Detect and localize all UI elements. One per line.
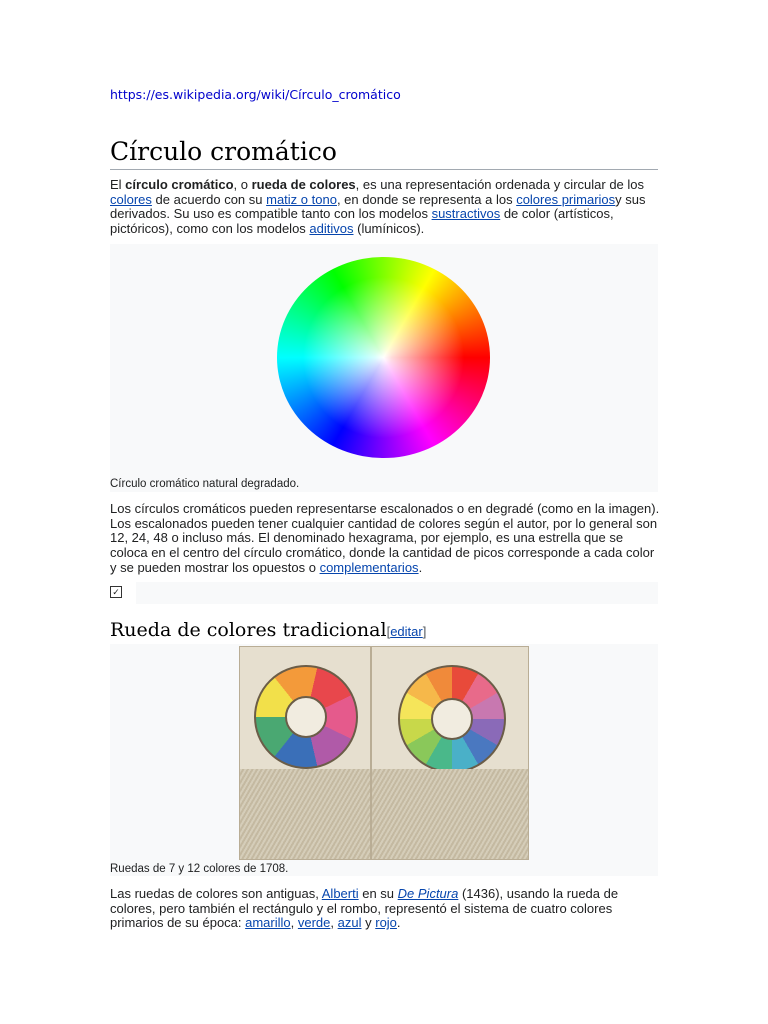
engraving-scene-image bbox=[240, 769, 370, 859]
link-rojo[interactable]: rojo bbox=[375, 915, 397, 931]
link-verde[interactable]: verde bbox=[297, 915, 331, 931]
link-de-pictura[interactable]: De Pictura bbox=[397, 886, 459, 901]
link-azul[interactable]: azul bbox=[337, 915, 362, 931]
gradient-color-wheel-image bbox=[277, 257, 490, 458]
wheel-center bbox=[285, 696, 327, 738]
link-colores[interactable]: colores bbox=[110, 191, 152, 207]
bold-term: rueda de colores bbox=[251, 177, 356, 192]
page-title: Círculo cromático bbox=[110, 136, 658, 170]
text: Las ruedas de colores son antiguas, bbox=[110, 886, 322, 901]
text: , es una representación ordenada y circular de los bbox=[355, 177, 645, 192]
text: . bbox=[418, 559, 423, 575]
text: de color (artísticos, pictóricos), como con los modelos bbox=[110, 206, 614, 237]
edit-section bbox=[387, 624, 427, 639]
paragraph-ruedas bbox=[110, 887, 660, 931]
text: (1436), usando la rueda de colores, pero también el rectángulo y el rombo, representó el sistema de cuatro colores primarios de su época: bbox=[110, 886, 619, 931]
engraving-plate-7-colors bbox=[239, 646, 371, 860]
link-aditivos[interactable]: aditivos bbox=[309, 221, 354, 237]
link-matiz[interactable]: matiz o tono bbox=[266, 191, 337, 207]
link-amarillo[interactable]: amarillo bbox=[245, 915, 291, 931]
bracket: ] bbox=[422, 624, 427, 639]
link-complementarios[interactable]: complementarios bbox=[319, 559, 419, 575]
text: . bbox=[396, 915, 401, 931]
section-heading bbox=[110, 617, 658, 646]
checkbox-icon[interactable]: ✓ bbox=[110, 586, 122, 598]
text: (lumínicos). bbox=[353, 221, 425, 237]
engraving-plate-12-colors bbox=[371, 646, 529, 860]
text: El bbox=[110, 177, 126, 192]
bracket: [ bbox=[386, 624, 391, 639]
engraving-scene-image bbox=[372, 769, 528, 859]
text: de acuerdo con su bbox=[151, 191, 267, 207]
edit-link[interactable]: editar bbox=[390, 624, 423, 639]
text: , o bbox=[233, 177, 252, 192]
figure-caption: Ruedas de 7 y 12 colores de 1708. bbox=[110, 863, 289, 875]
text: y sus derivados. Su uso es compatible tanto con los modelos bbox=[110, 191, 646, 222]
figure-caption: Círculo cromático natural degradado. bbox=[110, 478, 300, 490]
link-alberti[interactable]: Alberti bbox=[321, 886, 359, 901]
broken-media-placeholder bbox=[136, 582, 658, 604]
link-sustractivos[interactable]: sustractivos bbox=[431, 206, 501, 222]
bold-term: círculo cromático bbox=[125, 177, 234, 192]
link-colores-primarios[interactable]: colores primarios bbox=[516, 191, 616, 207]
text: , bbox=[330, 915, 338, 931]
section-title: Rueda de colores tradicional bbox=[110, 619, 387, 641]
text: y bbox=[361, 915, 376, 931]
wheel-center bbox=[431, 698, 473, 740]
paragraph-circulos bbox=[110, 502, 660, 576]
page-url[interactable]: https://es.wikipedia.org/wiki/Círculo_cromático bbox=[110, 87, 401, 102]
intro-paragraph bbox=[110, 178, 660, 237]
text: en su bbox=[358, 886, 398, 901]
text: Los círculos cromáticos pueden representarse escalonados o en degradé (como en la imagen). Los escalonados pueden tener cualquier cantidad de colores según el autor, por lo general son 12, 24, 48 o incluso más. El denominado hexagrama, por ejemplo, es una estrella que se coloca en el centro del círculo cromático, donde la cantidad de picos corresponde a cada color y se pueden mostrar los opuestos o bbox=[110, 501, 660, 575]
text: , bbox=[290, 915, 298, 931]
text: , en donde se representa a los bbox=[336, 191, 517, 207]
